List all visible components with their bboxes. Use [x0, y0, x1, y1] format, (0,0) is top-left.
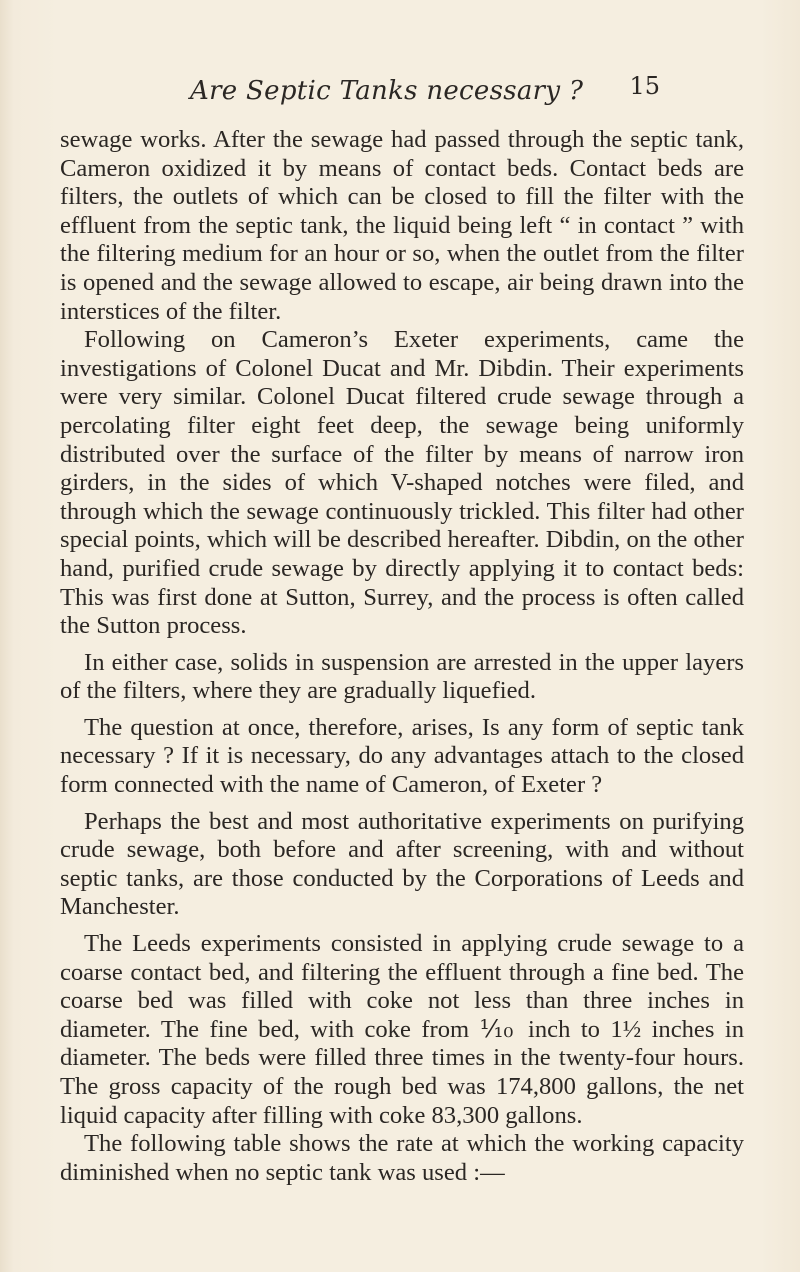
body-text: [60, 126, 744, 1187]
paragraph-table-intro: The following table shows the rate at which the working capacity diminished when no septic tank was used :—: [60, 1130, 744, 1186]
page-header: [190, 72, 660, 112]
paragraph-contact-beds: sewage works. After the sewage had passed through the septic tank, Cameron oxidized it by means of contact beds. Contact beds are filters, the outlets of which can be closed to fill the filter with the effluent from the septic tank, the liquid being left “ in contact ” with the filtering medium for an hour or so, when the outlet from the filter is opened and the sewage allowed to escape, air being drawn into the interstices of the filter.: [60, 126, 744, 325]
paragraph-solids: In either case, solids in suspension are arrested in the upper layers of the filters, where they are gradually liquefied.: [60, 648, 744, 705]
page-number: 15: [629, 72, 660, 100]
paragraph-question: The question at once, therefore, arises, Is any form of septic tank necessary ? If it is necessary, do any advantages attach to the closed form connected with the name of Cameron, of Exeter ?: [60, 713, 744, 799]
paragraph-leeds: The Leeds experiments consisted in applying crude sewage to a coarse contact bed, and filtering the effluent through a fine bed. The coarse bed was filled with coke not less than three inches in diameter. The fine bed, with coke from ⅒ inch to 1½ inches in diameter. The beds were filled three times in the twenty-four hours. The gross capacity of the rough bed was 174,800 gallons, the net liquid capacity after filling with coke 83,300 gallons.: [60, 930, 744, 1129]
running-head: Are Septic Tanks necessary ?: [190, 76, 584, 106]
paragraph-experiments: Perhaps the best and most authoritative experiments on purifying crude sewage, both before and after screening, with and without septic tanks, are those conducted by the Corporations of Leeds and Manchester.: [60, 807, 744, 921]
paragraph-ducat-dibdin: Following on Cameron’s Exeter experiments, came the investigations of Colonel Ducat and Mr. Dibdin. Their experiments were very similar. Colonel Ducat filtered crude sewage through a percolating filter eight feet deep, the sewage being uniformly distributed over the surface of the filter by means of narrow iron girders, in the sides of which V-shaped notches were filed, and through which the sewage continuously trickled. This filter had other special points, which will be described hereafter. Dibdin, on the other hand, purified crude sewage by directly applying it to contact beds: This was first done at Sutton, Surrey, and the process is often called the Sutton process.: [60, 326, 744, 640]
